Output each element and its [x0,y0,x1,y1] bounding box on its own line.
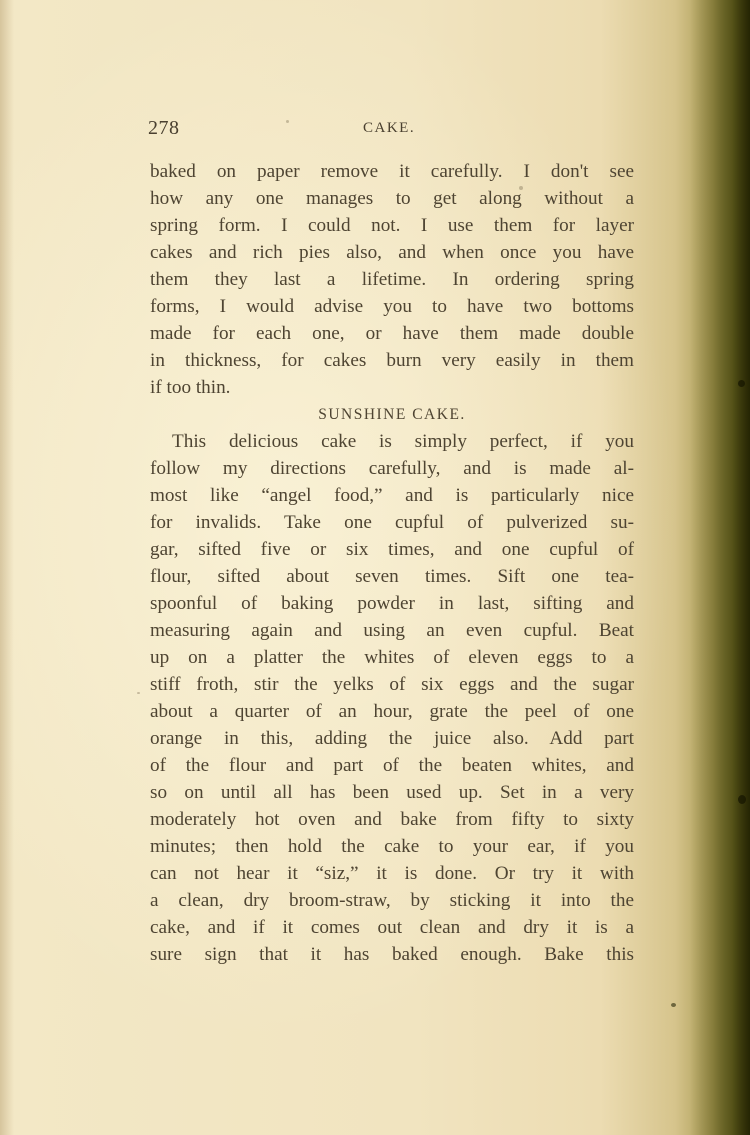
paper-speck [671,1003,676,1007]
text-line: baked on paper remove it carefully. I don't see [150,161,634,182]
paper-speck [738,380,745,387]
text-line: how any one manages to get along without a [150,188,634,209]
text-line: so on until all has been used up. Set in a very [150,782,634,803]
text-line: them they last a lifetime. In ordering spring [150,269,634,290]
section-heading: SUNSHINE CAKE. [318,406,466,423]
running-title: CAKE. [363,120,416,136]
text-line: of the flour and part of the beaten whites, and [150,755,634,776]
text-line: if too thin. [150,377,231,398]
running-head [148,117,638,143]
text-line: in thickness, for cakes burn very easily in them [150,350,634,371]
text-line: for invalids. Take one cupful of pulverized su- [150,512,634,533]
text-line: follow my directions carefully, and is made al- [150,458,634,479]
text-line: up on a platter the whites of eleven eggs to a [150,647,634,668]
text-line: about a quarter of an hour, grate the peel of one [150,701,634,722]
paper-speck [137,692,140,694]
text-line: cakes and rich pies also, and when once you have [150,242,634,263]
text-line: flour, sifted about seven times. Sift one tea- [150,566,634,587]
text-line: gar, sifted five or six times, and one cupful of [150,539,634,560]
text-line: spoonful of baking powder in last, sifting and [150,593,634,614]
book-spine-shadow [690,0,750,1135]
text-line: moderately hot oven and bake from fifty to sixty [150,809,634,830]
page-left-edge [0,0,14,1135]
text-line: stiff froth, stir the yelks of six eggs and the sugar [150,674,634,695]
text-line: can not hear it “siz,” it is done. Or try it with [150,863,634,884]
body-text [150,158,634,968]
text-line: minutes; then hold the cake to your ear, if you [150,836,634,857]
text-line: cake, and if it comes out clean and dry it is a [150,917,634,938]
text-line: made for each one, or have them made double [150,323,634,344]
text-line: orange in this, adding the juice also. Add part [150,728,634,749]
paper-speck [738,795,746,804]
text-line: spring form. I could not. I use them for layer [150,215,634,236]
text-line: forms, I would advise you to have two bottoms [150,296,634,317]
text-line: most like “angel food,” and is particularly nice [150,485,634,506]
text-line: a clean, dry broom-straw, by sticking it into the [150,890,634,911]
text-line: sure sign that it has baked enough. Bake this [150,944,634,965]
text-line: This delicious cake is simply perfect, if you [172,431,634,452]
page-number: 278 [148,117,180,139]
text-line: measuring again and using an even cupful. Beat [150,620,634,641]
